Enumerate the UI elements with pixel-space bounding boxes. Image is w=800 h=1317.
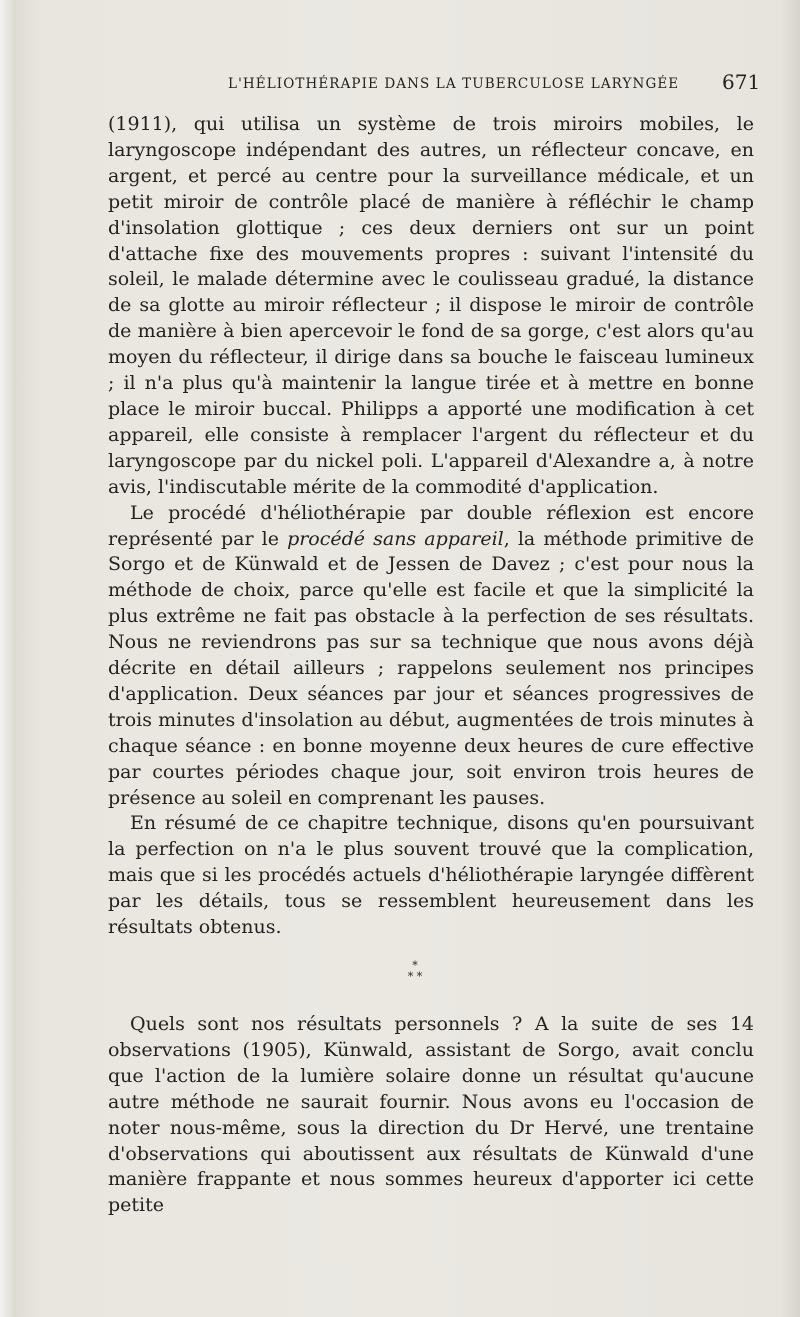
paragraph-3: En résumé de ce chapitre technique, disons qu'en poursuivant la perfection on n'a le plus souvent trouvé que la complication, mais que si les procédés actuels d'héliothérapie laryngée diffèrent par les détails, tous se ressemblent heureusement dans les résultats obtenus. [108,812,754,939]
paragraph-4: Quels sont nos résultats personnels ? A la suite de ses 14 observations (1905), Künwald, assistant de Sorgo, avait conclu que l'action de la lumière solaire donne un résultat qu'aucune autre méthode ne saurait fournir. Nous avons eu l'occasion de noter nous-même, sous la direction du Dr Hervé, une trentaine d'observations qui aboutissent aux résultats de Künwald d'une manière frappante et nous sommes heureux d'apporter ici cette petite [108,1013,754,1217]
paragraph-2-start: Le procédé d'héliothérapie par double réflexion est encore représenté par le [108,501,754,550]
running-head-title: L'HÉLIOTHÉRAPIE DANS LA TUBERCULOSE LARYNGÉE [228,76,680,92]
paragraph-2 [108,501,754,812]
paragraph-2-end: , la méthode primitive de Sorgo et de Künwald et de Jessen de Davez ; c'est pour nous la méthode de choix, parce qu'elle est facile et que la simplicité la plus extrême ne fait pas obstacle à la perfection de ses résultats. Nous ne reviendrons pas sur sa technique que nous avons déjà décrite en détail ailleurs ; rappelons seulement nos principes d'application. Deux séances par jour et séances progressives de trois minutes d'insolation au début, augmentées de trois minutes à chaque séance : en bonne moyenne deux heures de cure effective par courtes périodes chaque jour, soit environ trois heures de présence au soleil en comprenant les pauses. [108,527,754,809]
separator-star-top: * [412,959,418,972]
page-gutter [0,0,16,1317]
text-block-main [108,112,754,941]
separator-stars-bottom: * * [407,970,423,983]
page-number: 671 [722,70,761,94]
section-separator [400,960,430,982]
text-block-results [108,1012,754,1219]
running-head [0,70,800,100]
paragraph-2-italic: procédé sans appareil [287,527,504,550]
paragraph-1: (1911), qui utilisa un système de trois miroirs mobiles, le laryngoscope indépendant des autres, un réflecteur concave, en argent, et percé au centre pour la surveillance médicale, et un petit miroir de contrôle placé de manière à réfléchir le champ d'insolation glottique ; ces deux derniers ont sur un point d'attache fixe des mouvements propres : suivant l'intensité du soleil, le malade détermine avec le coulisseau gradué, la distance de sa glotte au miroir réflecteur ; il dispose le miroir de contrôle de manière à bien apercevoir le fond de sa gorge, c'est alors qu'au moyen du réflecteur, il dirige dans sa bouche le faisceau lumineux ; il n'a plus qu'à maintenir la langue tirée et à mettre en bonne place le miroir buccal. Philipps a apporté une modification à cet appareil, elle consiste à remplacer l'argent du réflecteur et du laryngoscope par du nickel poli. L'appareil d'Alexandre a, à notre avis, l'indiscutable mérite de la commodité d'application. [108,113,754,498]
